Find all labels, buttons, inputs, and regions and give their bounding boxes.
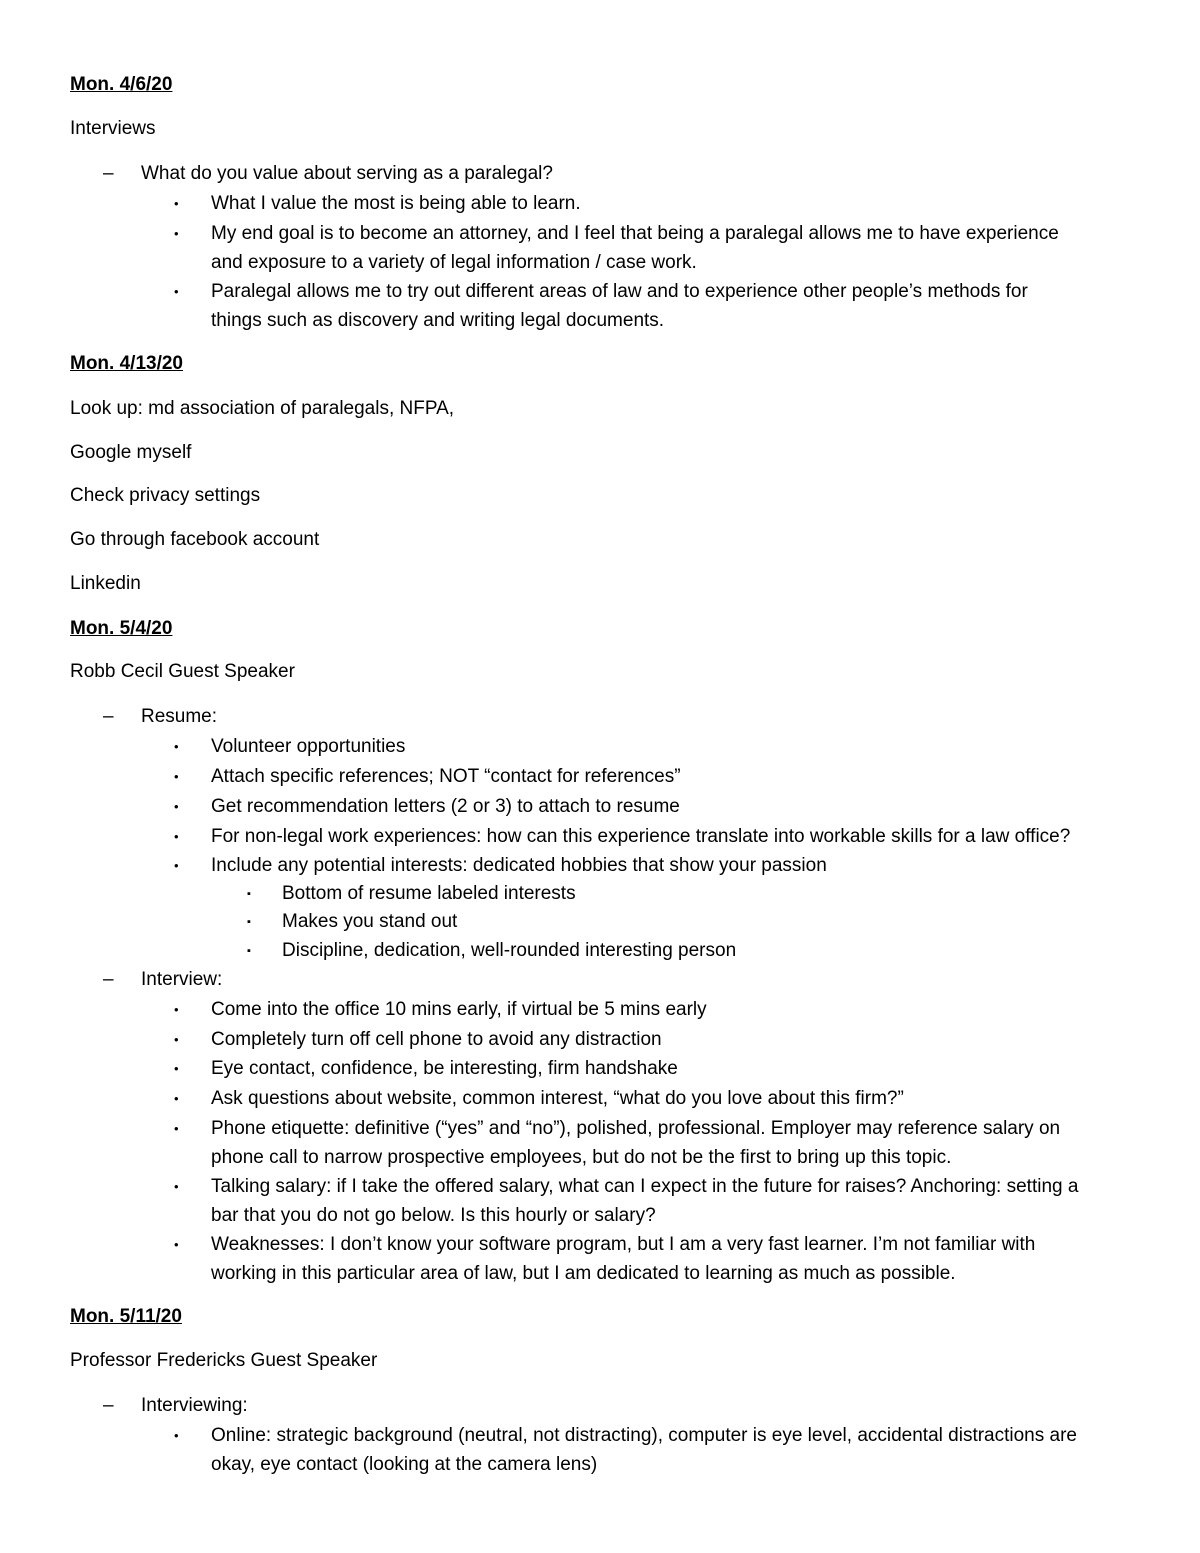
bullet-text: Volunteer opportunities (211, 736, 406, 757)
bullet-text: For non-legal work experiences: how can this experience translate into workable skills for a law office? (211, 826, 1071, 847)
bullet-text (211, 222, 1059, 275)
note-line: Check privacy settings (70, 485, 261, 506)
bullet-marker: • (174, 1061, 179, 1076)
section-date: Mon. 5/4/20 (70, 618, 173, 639)
bullet-text: Get recommendation letters (2 or 3) to attach to resume (211, 796, 680, 817)
bullet-text (211, 1424, 1077, 1477)
section-title: Interviews (70, 118, 156, 139)
section-title: Professor Fredericks Guest Speaker (70, 1350, 378, 1371)
note-line: Go through facebook account (70, 529, 320, 550)
item-label: What do you value about serving as a paralegal? (141, 163, 553, 184)
bullet-text: Completely turn off cell phone to avoid any distraction (211, 1029, 662, 1050)
subbullet-text: Bottom of resume labeled interests (282, 883, 576, 904)
subbullet-text: Discipline, dedication, well-rounded interesting person (282, 940, 737, 961)
subbullet-text: Makes you stand out (282, 911, 458, 932)
bullet-text-line: okay, eye contact (looking at the camera lens) (211, 1454, 598, 1475)
note-line: Linkedin (70, 573, 141, 594)
bullet-text-line: Weaknesses: I don’t know your software program, but I am a very fast learner. I’m not familiar with (211, 1234, 1036, 1255)
bullet-text-line: and exposure to a variety of legal information / case work. (211, 252, 697, 273)
bullet-text-line: working in this particular area of law, but I am dedicated to learning as much as possible. (211, 1263, 956, 1284)
bullet-text-line: phone call to narrow prospective employees, but do not be the first to bring up this topic. (211, 1147, 952, 1168)
bullet-marker: • (174, 196, 179, 211)
bullet-marker: • (174, 284, 179, 299)
note-line: Look up: md association of paralegals, NFPA, (70, 398, 455, 419)
square-marker: ▪ (247, 916, 251, 928)
bullet-text-line: Online: strategic background (neutral, not distracting), computer is eye level, accidental distractions are (211, 1425, 1077, 1446)
bullet-marker: • (174, 1179, 179, 1194)
dash-marker: – (103, 706, 114, 727)
bullet-text-line: bar that you do not go below. Is this hourly or salary? (211, 1205, 656, 1226)
note-line: Google myself (70, 442, 192, 463)
bullet-text: Include any potential interests: dedicated hobbies that show your passion (211, 855, 827, 876)
dash-marker: – (103, 163, 114, 184)
bullet-marker: • (174, 1121, 179, 1136)
bullet-marker: • (174, 769, 179, 784)
bullet-marker: • (174, 1428, 179, 1443)
square-marker: ▪ (247, 888, 251, 900)
bullet-text (211, 1175, 1078, 1228)
section-date: Mon. 4/6/20 (70, 74, 173, 95)
bullet-text: Eye contact, confidence, be interesting, firm handshake (211, 1058, 678, 1079)
bullet-marker: • (174, 1002, 179, 1017)
dash-marker: – (103, 969, 114, 990)
bullet-text (211, 280, 1028, 333)
bullet-text: Come into the office 10 mins early, if virtual be 5 mins early (211, 999, 707, 1020)
bullet-text-line: Paralegal allows me to try out different areas of law and to experience other people’s methods for (211, 281, 1028, 302)
item-label: Resume: (141, 706, 218, 727)
square-marker: ▪ (247, 945, 251, 957)
bullet-text (211, 1117, 1060, 1170)
item-label: Interviewing: (141, 1395, 248, 1416)
bullet-marker: • (174, 858, 179, 873)
dash-marker: – (103, 1395, 114, 1416)
bullet-text: Ask questions about website, common interest, “what do you love about this firm?” (211, 1088, 904, 1109)
bullet-text-line: Talking salary: if I take the offered salary, what can I expect in the future for raises? Anchoring: setting a (211, 1176, 1079, 1197)
bullet-marker: • (174, 1237, 179, 1252)
bullet-text (211, 1233, 1035, 1286)
bullet-text-line: Phone etiquette: definitive (“yes” and “no”), polished, professional. Employer may reference salary on (211, 1118, 1061, 1139)
bullet-marker: • (174, 1032, 179, 1047)
bullet-text-line: things such as discovery and writing legal documents. (211, 310, 665, 331)
bullet-text: What I value the most is being able to learn. (211, 193, 581, 214)
bullet-text-line: My end goal is to become an attorney, and I feel that being a paralegal allows me to have experience (211, 223, 1059, 244)
bullet-text: Attach specific references; NOT “contact for references” (211, 766, 681, 787)
section-date: Mon. 4/13/20 (70, 353, 183, 374)
section-date: Mon. 5/11/20 (70, 1306, 182, 1327)
bullet-marker: • (174, 1091, 179, 1106)
bullet-marker: • (174, 829, 179, 844)
bullet-marker: • (174, 799, 179, 814)
bullet-marker: • (174, 739, 179, 754)
item-label: Interview: (141, 969, 223, 990)
bullet-marker: • (174, 226, 179, 241)
section-title: Robb Cecil Guest Speaker (70, 661, 295, 682)
